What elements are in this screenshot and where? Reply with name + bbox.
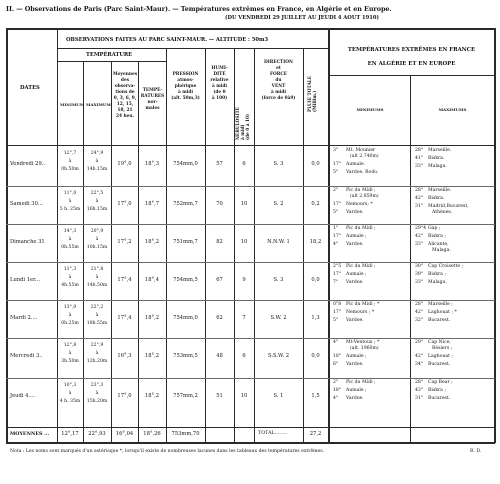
pression-header [166, 72, 205, 102]
row-min-time: 3h.50m [61, 359, 79, 364]
row-ext-max-value: 29° [415, 340, 424, 345]
row-ext-min-place: Pic du Midi ; * [346, 302, 380, 307]
totals-min: 12°,17 [61, 431, 79, 437]
row-max-a: à [95, 275, 99, 280]
hdr-moy-line: 18, 21 [117, 108, 133, 113]
hdr-norm-line: males [145, 106, 160, 111]
row-min-a: à [68, 391, 72, 396]
temperature-header: TEMPÉRATURE [86, 52, 133, 58]
row-max: 22°,9 [90, 343, 104, 348]
row-humidite: 51 [216, 393, 223, 399]
row-pression: 754mm,0 [173, 315, 198, 321]
row-normale: 18°,2 [144, 315, 160, 321]
row-max-a: à [95, 237, 99, 242]
row-ext-max-value: 28° [415, 380, 424, 385]
row-ext-max-place: Biskra. [428, 196, 445, 201]
row-min-a: à [68, 275, 72, 280]
hdr-press-line: (alt. 50m,3) [171, 96, 200, 101]
row-ext-min-place: Vardoe. [346, 318, 364, 323]
row-ext-max-value: 33° [415, 164, 424, 169]
nebulosite-header-box [236, 107, 252, 220]
row-ext-min-place: Vardoe. [346, 209, 364, 215]
row-ext-max-value: 34° [415, 361, 424, 367]
row-min-a: à [68, 351, 72, 356]
row-ext-min-place: Vardoe, Bodo. [346, 169, 379, 175]
row-min-time: 0h.55m [61, 245, 79, 250]
minimums-header: MINIMUMS [356, 107, 384, 112]
row-ext-min-place: Vardoe. [346, 396, 364, 401]
row-min-a: à [68, 237, 72, 242]
row-pluie: 1,5 [311, 393, 320, 399]
totals-max: 22°,93 [88, 431, 106, 437]
row-ext-min-place: Aumale. [346, 161, 366, 167]
row-ext-max-place: Biskra ; [428, 388, 446, 393]
row-ext-max-place: Laghouat ; [428, 353, 454, 359]
row-moyenne: 17°,0 [117, 393, 132, 399]
row-ext-max-value: 31° [415, 204, 424, 209]
row-date: Mercredi 3.. [10, 353, 43, 359]
row-divider [6, 262, 495, 263]
row-ext-min-place: Pic du Midi ; [346, 264, 376, 269]
row-ext-max-place: Malaga. [428, 164, 447, 169]
row-ext-min-value: 2°5 [333, 264, 342, 269]
hdr-neb-line: à midi [241, 124, 246, 140]
row-ext-max-place-extra: Athènes. [432, 209, 453, 215]
hdr-dir-line: à midi [270, 90, 287, 95]
row-max-time: 14h.15m [86, 167, 108, 172]
row-ext-max-value: 42° [415, 310, 424, 315]
row-pression: 757mm,2 [173, 393, 198, 399]
row-max: 22°,2 [90, 305, 104, 310]
row-pression: 754mm,5 [173, 277, 198, 283]
row-ext-max-value: 39° [415, 272, 424, 277]
hdr-neb-line: NÉBULOSITÉ [236, 107, 241, 140]
hdr-moy-line: Moyennes [112, 72, 138, 77]
row-ext-max-place: Marseille ; [428, 302, 453, 307]
row-divider [6, 300, 495, 301]
row-ext-min-value: 4° [333, 242, 339, 247]
row-ext-min-value: 6° [333, 361, 339, 367]
hdr-press-line: à midi [177, 90, 194, 95]
row-max-a: à [95, 391, 99, 396]
humidite-header [205, 66, 234, 102]
row-ext-min-place: Pic du Midi ; [346, 380, 376, 385]
row-pluie: 0,0 [311, 353, 320, 359]
row-ext-min-value: 5° [333, 209, 339, 215]
row-ext-max-place: Marseille. [428, 148, 452, 153]
row-moyenne: 17°,4 [117, 277, 132, 283]
row-ext-max-place: Madrid,Bucarest, [428, 204, 469, 209]
initials: R. D. [470, 449, 482, 454]
row-ext-min-place: Vardoe. [346, 280, 364, 285]
row-normale: 18°,4 [144, 277, 160, 283]
row-ext-min-value: 5° [333, 169, 339, 175]
row-vent: S.W. 2 [270, 315, 287, 321]
row-pluie: 0,0 [311, 161, 320, 167]
maximums-header: MAXIMUMS [438, 107, 467, 112]
totals-norm: 18°,26 [143, 431, 161, 437]
row-max-time: 16h.15m [86, 207, 108, 212]
row-pression: 753mm,5 [173, 353, 198, 359]
row-normale: 18°,2 [144, 239, 160, 245]
row-max-a: à [95, 313, 99, 318]
hdr-norm-line: nor- [147, 100, 158, 105]
hdr-pluie-line: (Millim.) [313, 90, 318, 112]
row-ext-max-place: Biskra ; [428, 234, 446, 239]
row-pluie: 0,0 [311, 277, 320, 283]
temp-normales-header [139, 88, 166, 112]
row-min-time: 0h.50m [61, 167, 79, 172]
totals-moy: 16°,04 [115, 431, 134, 437]
hdr-press-line: PRESSION [172, 72, 199, 77]
row-ext-max-value: 32° [415, 318, 424, 323]
row-vent: N.N.W. 1 [267, 239, 290, 245]
row-vent: S. 3 [273, 161, 284, 167]
row-divider [6, 378, 495, 379]
row-nebulosite: 6 [242, 161, 246, 167]
row-ext-min-value: 2° [333, 380, 339, 385]
row-max: 22°,5 [90, 191, 104, 196]
row-max-time: 12h.20m [86, 359, 108, 364]
row-max-time: 15h.20m [86, 399, 108, 404]
row-ext-min-place: Aumale ; [346, 272, 367, 277]
maximum-header: MAXIMUM [86, 102, 111, 107]
row-ext-min-place-extra: (alt 2.859m) [350, 193, 379, 199]
row-ext-min-place: Aumale ; [346, 234, 367, 239]
row-ext-max-place: Laghouat ; * [428, 310, 457, 315]
row-ext-min-value: 4° [333, 340, 339, 345]
row-max-time: 18h.55m [86, 321, 108, 326]
row-date: Samedi 30... [10, 201, 43, 207]
row-ext-min-place-extra: (alt. 1960m) [350, 345, 379, 351]
row-ext-max-value: 30° [415, 264, 424, 269]
row-vent: S. 2 [273, 201, 284, 207]
row-ext-max-place: Bucarest. [428, 318, 451, 323]
page-subtitle: (DU VENDREDI 29 JUILLET AU JEUDI 4 AOUT 1910) [225, 15, 379, 21]
row-ext-max-value: 41° [415, 156, 424, 161]
row-pluie: 0,2 [311, 201, 320, 207]
row-humidite: 62 [216, 315, 223, 321]
row-humidite: 48 [216, 353, 223, 359]
hdr-hum-line: DITÉ [213, 72, 226, 77]
hdr-hum-line: relative [210, 78, 229, 83]
row-ext-min-value: 18° [333, 388, 342, 393]
page-title: II. — Observations de Paris (Parc Saint-Maur). — Températures extrêmes en France, en Algérie et en Europe. [6, 5, 392, 13]
hdr-dir-line: du [275, 78, 282, 83]
hdr-press-line: phérique [174, 84, 197, 89]
row-ext-max-place: Biskra ; [428, 272, 446, 277]
row-ext-max-place: Cap Nice, [428, 340, 451, 345]
left-header-main: OBSERVATIONS FAITES AU PARC SAINT-MAUR. — ALTITUDE : 50m3 [66, 37, 269, 43]
row-moyenne: 17°,0 [117, 201, 132, 207]
totals-press: 753mm,70 [171, 431, 200, 437]
row-ext-max-place: Bucarest. [428, 396, 451, 401]
row-ext-min-place-extra: (alt 2.740m) [350, 153, 379, 159]
row-ext-max-place: Marseille. [428, 188, 452, 193]
row-pluie: 1,3 [311, 315, 320, 321]
hdr-moy-line: des [120, 78, 130, 83]
row-nebulosite: 10 [240, 239, 248, 245]
row-divider [6, 338, 495, 339]
row-max-a: à [95, 159, 99, 164]
hdr-dir-line: FORCE [269, 72, 288, 77]
row-ext-min-value: 18° [333, 353, 342, 359]
row-ext-max-place: Alicante, [428, 242, 449, 247]
hdr-moy-line: 24 heu. [116, 114, 134, 119]
hdr-pluie-line: PLUIE TOTALE [308, 75, 313, 112]
row-ext-min-value: 17° [333, 201, 342, 207]
hdr-dir-line: (force de 0à9) [261, 96, 296, 101]
row-vent: S. 3 [273, 277, 284, 283]
row-ext-min-value: 7° [333, 280, 339, 285]
row-ext-max-value: 28° [415, 302, 424, 307]
row-ext-min-value: 4° [333, 396, 339, 401]
row-ext-min-place: Nemours; * [346, 201, 373, 207]
row-max: 21°,8 [90, 267, 104, 272]
hdr-norm-line: RATURES [140, 94, 165, 99]
nebulosite-header [236, 107, 251, 140]
row-min-a: à [68, 313, 72, 318]
row-max-a: à [95, 351, 99, 356]
row-pression: 752mm,7 [173, 201, 198, 207]
hdr-dir-line: VENT [271, 84, 286, 89]
row-divider [6, 186, 495, 187]
row-ext-max-value: 33° [415, 242, 424, 247]
row-max-a: à [95, 199, 99, 204]
row-normale: 18°,2 [144, 353, 160, 359]
row-ext-max-value: 42° [415, 196, 424, 201]
hdr-moy-line: 12, 15, [116, 102, 134, 107]
row-ext-max-value: 42° [415, 234, 424, 239]
row-max: 23°,3 [90, 383, 104, 388]
row-ext-min-value: 1° [333, 226, 339, 231]
row-ext-min-place: Vardoe. [346, 242, 364, 247]
row-min-a: à [68, 159, 72, 164]
row-ext-max-place: Gap ; [428, 226, 441, 231]
row-date: Mardi 2.... [10, 315, 38, 321]
row-min-time: 4h.55m [61, 283, 79, 288]
row-normale: 18°,2 [144, 393, 160, 399]
dates-header: DATES [20, 85, 40, 91]
row-ext-min-place: Aumale ; [346, 388, 367, 393]
row-nebulosite: 10 [240, 393, 248, 399]
row-humidite: 82 [216, 239, 223, 245]
row-ext-min-place: Mt. Mounier [346, 148, 376, 153]
row-pluie: 18,2 [309, 239, 322, 245]
row-ext-max-place-extra: Malaga. [432, 247, 451, 253]
row-ext-max-value: 28° [415, 188, 424, 193]
hdr-dir-line: DIRECTION [264, 60, 293, 65]
row-humidite: 67 [216, 277, 223, 283]
row-max: 20°,9 [90, 229, 104, 234]
row-ext-min-place: Aumale ; [346, 353, 367, 359]
row-ext-min-value: 5° [333, 318, 339, 323]
row-min-time: 0h.25m [61, 321, 79, 326]
hdr-dir-line: et [276, 66, 281, 71]
row-min: 12°,8 [63, 343, 77, 348]
row-nebulosite: 6 [242, 353, 246, 359]
totals-total: 27,2 [309, 431, 322, 437]
row-min: 14°,3 [63, 229, 77, 234]
row-nebulosite: 9 [242, 277, 246, 283]
row-ext-max-value: 42° [415, 353, 424, 359]
row-ext-max-place: Cap Croisette ; [428, 264, 464, 269]
row-ext-min-place: Mt-Ventoux ; * [346, 340, 380, 345]
hdr-hum-line: HUMI- [211, 66, 228, 71]
row-ext-max-place: Bucarest. [428, 361, 451, 367]
row-moyenne: 17°,4 [117, 315, 132, 321]
hdr-hum-line: à midi [211, 84, 228, 89]
row-ext-min-value: 17° [333, 272, 342, 277]
row-date: Dimanche 31 [10, 239, 45, 245]
hdr-moy-line: observa- [114, 84, 136, 89]
row-ext-min-value: 3° [333, 148, 339, 153]
row-vent: S.S.W. 2 [267, 353, 290, 359]
row-min-time: 5 h. 25m [59, 207, 81, 212]
moyennes-header [112, 72, 138, 120]
row-date: Lundi 1er... [10, 277, 40, 283]
row-max-time: 14h.50m [86, 283, 108, 288]
hdr-norm-line: TEMPÉ- [142, 88, 163, 93]
hdr-press-line: atmos- [177, 78, 194, 83]
row-ext-max-value: 28° [415, 148, 424, 153]
hdr-moy-line: tions de [115, 90, 135, 95]
row-moyenne: 17°,2 [117, 239, 132, 245]
row-min: 11°,3 [63, 267, 77, 272]
row-min-a: à [68, 199, 72, 204]
row-min: 11°,0 [63, 191, 77, 196]
row-divider [6, 224, 495, 225]
pluie-header [308, 76, 318, 112]
row-ext-max-value: 31° [415, 396, 424, 401]
direction-header [254, 60, 303, 102]
row-ext-min-place: Nemours ; * [346, 310, 375, 315]
row-ext-max-place: Cap Bear ; [428, 380, 453, 385]
row-pression: 754mm,0 [173, 161, 198, 167]
right-header-line1: TEMPÉRATURES EXTRÊMES EN FRANCE [347, 47, 476, 53]
row-date: Vendredi 29.. [10, 161, 46, 167]
row-ext-min-place: Pic du Midi ; [346, 226, 376, 231]
row-date: Jeudi 4.... [10, 393, 36, 399]
row-normale: 18°,3 [144, 161, 160, 167]
row-ext-min-place: Pic du Midi ; [346, 188, 376, 193]
row-humidite: 70 [216, 201, 223, 207]
row-ext-min-value: 0°8 [333, 302, 342, 307]
row-ext-max-place: Biskra. [428, 156, 445, 161]
row-nebulosite: 7 [242, 315, 246, 321]
row-moyenne: 16°,3 [117, 353, 132, 359]
row-ext-max-value: 43° [415, 388, 424, 393]
totals-label: MOYENNES ... [10, 431, 50, 437]
hdr-hum-line: (de 0 [213, 90, 226, 95]
row-max-time: 10h.15m [86, 245, 108, 250]
totals-total-label: TOTAL........ [258, 431, 287, 436]
row-humidite: 57 [216, 161, 223, 167]
row-min: 10°,3 [63, 383, 77, 388]
row-min: 12°,7 [63, 151, 77, 156]
row-nebulosite: 10 [240, 201, 248, 207]
footnote: Nota : Les noms sont marqués d'un astérisque *, lorsqu'il existe de nombreuses lacunes dans les tableaux des températures extrêmes. [10, 449, 325, 454]
row-ext-min-value: 17° [333, 161, 342, 167]
minimum-header: MINIMUM [60, 102, 85, 107]
row-ext-min-value: 17° [333, 234, 342, 239]
row-ext-max-value: 29°4 [415, 226, 427, 231]
hdr-hum-line: à 100) [211, 96, 228, 101]
row-vent: S. 1 [273, 393, 284, 399]
row-ext-max-value: 33° [415, 280, 424, 285]
row-min: 13°,0 [63, 305, 77, 310]
row-ext-min-place: Vardoe. [346, 361, 364, 367]
row-ext-max-place-extra: Bésiers ; [432, 345, 453, 351]
hdr-neb-line: (de 0 à 10) [246, 113, 251, 140]
row-max: 24°,9 [90, 151, 104, 156]
hdr-moy-line: 0, 3, 6, 9, [113, 96, 137, 101]
row-normale: 18°,7 [144, 201, 160, 207]
row-ext-max-place: Malaga. [428, 280, 447, 285]
row-min-time: 4 h. 35m [59, 399, 81, 404]
row-pression: 751mm,7 [173, 239, 198, 245]
row-moyenne: 19°,0 [117, 161, 132, 167]
right-header-line2: EN ALGÉRIE ET EN EUROPE [367, 61, 456, 67]
row-ext-min-value: 17° [333, 310, 342, 315]
row-ext-min-value: 2° [333, 188, 339, 193]
